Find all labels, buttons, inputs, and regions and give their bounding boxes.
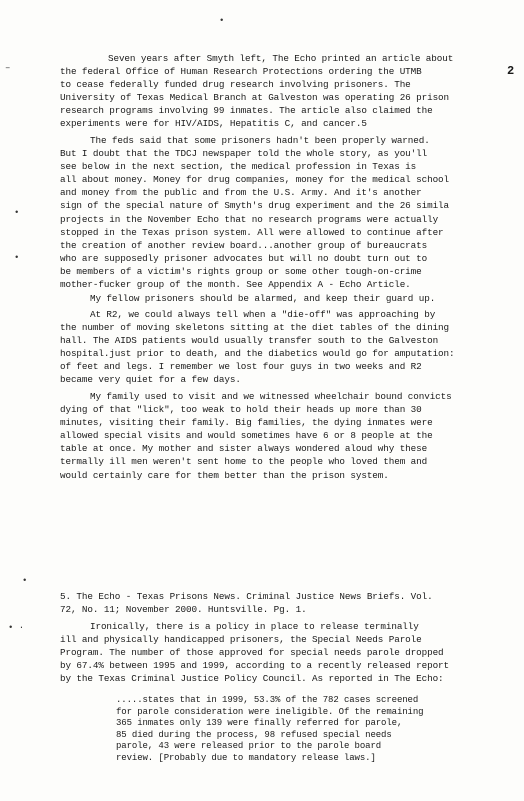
block-quote: .....states that in 1999, 53.3% of the 782 cases screened for parole consideration were ineligible. Of the remaining 365 inmates only 139 were finally referred for parole, 85 died during the process, 98 refused special needs parole, 43 were released prior to the parole board review. [Probably due to mandatory release laws.]: [116, 695, 424, 763]
footnote: 5. The Echo - Texas Prisons News. Criminal Justice News Briefs. Vol. 72, No. 11; November 2000. Huntsville. Pg. 1.: [60, 591, 433, 616]
margin-mark: •: [14, 253, 20, 263]
margin-mark: •: [22, 576, 28, 586]
paragraph-3: My fellow prisoners should be alarmed, and keep their guard up.: [90, 293, 436, 304]
margin-mark: •: [14, 208, 20, 218]
page-number: 2: [507, 64, 515, 78]
paragraph-1: Seven years after Smyth left, The Echo printed an article about the federal Office of Human Research Protections ordering the UTMB to cease federally funded drug research involving prisoners. The University of Texas Medical Branch at Galveston was operating 26 prison research programs involving 99 inmates. The article also claimed the experiments were for HIV/AIDS, Hepatitis C, and cancer.5: [60, 53, 454, 130]
paragraph-5: My family used to visit and we witnessed wheelchair bound convicts dying of that "lick", too weak to hold their heads up more than 30 minutes, visiting their family. Big families, the dying inmates were allowed special visits and would sometimes have 6 or 8 people at the table at once. My mother and sister always wondered aloud why these termally ill men weren't sent home to the people who loved them and would certainly care for them better than the prison system.: [60, 391, 452, 481]
closing-paragraph: Ironically, there is a policy in place to release terminally ill and physically handicapped prisoners, the Special Needs Parole Program. The number of those approved for special needs parole dropped by 67.4% between 1995 and 1999, according to a recently released report by the Texas Criminal Justice Policy Council. As reported in The Echo:: [60, 621, 450, 685]
scan-speck: •: [219, 16, 225, 26]
paragraph-2: The feds said that some prisoners hadn't been properly warned. But I doubt that the TDCJ newspaper told the whole story, as you'll see below in the next section, the medical profession in Texas is all about money. Money for drug companies, money for the medical school and money from the public and from the U.S. Army. And it's another sign of the special nature of Smyth's drug experiment and the 26 simila projects in the November Echo that no research programs were actually stopped in the Texas prison system. All were allowed to continue after the creation of another review board...another group of bureaucrats who are supposedly prisoner advocates but will no doubt turn out to be members of a victim's rights group or some other tough-on-crime mother-fucker group of the month. See Appendix A - Echo Article.: [60, 135, 450, 291]
margin-mark: –: [5, 63, 11, 73]
paragraph-4: At R2, we could always tell when a "die-off" was approaching by the number of moving skeletons sitting at the diet tables of the dining hall. The AIDS patients would usually transfer south to the Galveston hospital.just prior to death, and the diabetics would go for amputation: of feet and legs. I remember we lost four guys in two weeks and R2 became very quiet for a few days.: [60, 309, 455, 386]
margin-mark: • ·: [8, 623, 25, 633]
